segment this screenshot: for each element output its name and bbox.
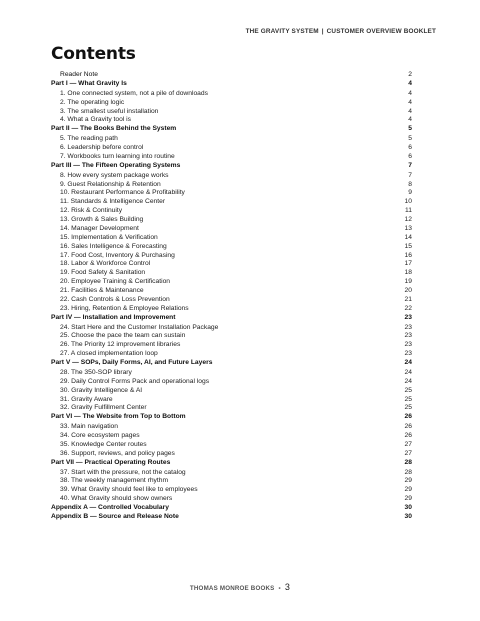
toc-entry-label: 30. Gravity Intelligence & AI [60,386,143,394]
toc-entry[interactable] [51,135,412,144]
toc-entry-label: 34. Core ecosystem pages [60,432,140,439]
toc-entry-page: 26 [404,413,412,421]
toc-entry-page: 23 [404,341,412,349]
toc-part-entry[interactable] [51,459,412,468]
toc-entry[interactable] [51,441,412,450]
toc-entry-label: 12. Risk & Continuity [60,207,123,215]
toc-entry[interactable] [51,116,412,125]
toc-entry[interactable] [51,486,412,495]
toc-entry[interactable] [51,216,412,225]
toc-entry[interactable] [51,234,412,243]
toc-entry-page: 5 [408,125,412,133]
page-title: Contents [51,44,136,64]
toc-entry-page: 21 [404,295,412,303]
toc-part-entry[interactable] [51,413,412,422]
toc-entry[interactable] [51,450,412,459]
toc-entry[interactable] [51,350,412,359]
toc-entry[interactable] [51,324,412,333]
toc-entry-page: 20 [404,287,412,294]
toc-entry[interactable] [51,269,412,278]
toc-entry-page: 6 [408,152,412,160]
toc-entry-label: 31. Gravity Aware [60,395,113,403]
toc-part-entry[interactable] [51,314,412,323]
toc-entry-page: 4 [408,107,412,115]
toc-entry[interactable] [51,189,412,198]
header-booklet-name: CUSTOMER OVERVIEW BOOKLET [326,28,436,35]
running-header [246,28,436,35]
toc-entry-page: 23 [404,350,412,358]
toc-entry-label: 20. Employee Training & Certification [60,278,171,286]
toc-entry-page: 4 [408,98,412,106]
toc-entry-page: 30 [404,504,412,511]
toc-entry-label: 17. Food Cost, Inventory & Purchasing [60,251,175,259]
toc-entry-page: 15 [404,242,412,250]
toc-entry-page: 23 [404,313,412,321]
toc-entry[interactable] [51,108,412,117]
toc-part-entry[interactable] [51,125,412,134]
toc-entry-page: 13 [404,224,412,232]
toc-entry-page: 23 [404,332,412,340]
toc-entry-label: 26. The Priority 12 improvement libraries [60,341,181,349]
header-separator: | [321,28,324,35]
toc-entry[interactable] [51,198,412,207]
toc-entry-page: 10 [404,198,412,206]
toc-entry[interactable] [51,432,412,441]
toc-entry-page: 28 [404,468,412,476]
toc-part-entry[interactable] [51,513,412,522]
toc-entry-label: 36. Support, reviews, and policy pages [60,449,175,457]
toc-entry[interactable] [51,341,412,350]
toc-entry[interactable] [51,90,412,99]
toc-entry[interactable] [51,387,412,396]
toc-entry-label: 29. Daily Control Forms Pack and operational logs [60,377,210,385]
toc-entry-page: 12 [404,216,412,223]
toc-entry-page: 23 [404,323,412,331]
toc-entry-label: 4. What a Gravity tool is [60,116,131,124]
toc-entry-page: 7 [408,161,412,169]
toc-entry[interactable] [51,260,412,269]
toc-entry[interactable] [51,423,412,432]
toc-entry-label: 33. Main navigation [60,423,118,431]
toc-entry-page: 14 [404,233,412,241]
toc-entry[interactable] [51,181,412,190]
page-footer [0,582,480,592]
toc-entry-label: 1. One connected system, not a pile of downloads [60,89,208,97]
toc-entry-label: 14. Manager Development [60,224,139,232]
toc-entry-page: 24 [404,368,412,376]
toc-entry-page: 25 [404,386,412,394]
toc-entry[interactable] [51,396,412,405]
toc-entry-label: 37. Start with the pressure, not the catalog [60,468,186,476]
toc-entry-page: 19 [404,278,412,286]
toc-entry-label: 9. Guest Relationship & Retention [60,180,161,188]
toc-entry[interactable] [51,252,412,261]
toc-entry-label: Part II — The Books Behind the System [51,125,177,133]
toc-entry-label: 2. The operating logic [60,98,125,106]
toc-entry-label: Part VII — Practical Operating Routes [51,458,171,466]
toc-entry-page: 9 [408,189,412,197]
toc-entry-label: 27. A closed implementation loop [60,350,158,358]
toc-entry-label: 11. Standards & Intelligence Center [60,198,166,206]
toc-entry-label: 25. Choose the pace the team can sustain [60,332,186,340]
toc-entry-page: 27 [404,440,412,448]
toc-entry-page: 17 [404,260,412,268]
toc-entry-label: 13. Growth & Sales Building [60,216,144,223]
toc-entry-page: 24 [404,377,412,385]
toc-entry[interactable] [51,332,412,341]
toc-entry-page: 4 [408,116,412,124]
toc-entry-label: Part IV — Installation and Improvement [51,313,176,321]
toc-entry-label: 21. Facilities & Maintenance [60,287,144,294]
toc-entry[interactable] [51,477,412,486]
toc-entry-page: 8 [408,180,412,188]
toc-entry-label: 40. What Gravity should show owners [60,495,173,503]
toc-entry-label: 39. What Gravity should feel like to employees [60,486,198,494]
toc-entry[interactable] [51,144,412,153]
toc-entry[interactable] [51,225,412,234]
toc-entry[interactable] [51,296,412,305]
toc-entry[interactable] [51,278,412,287]
toc-entry-page: 29 [404,477,412,485]
toc-entry-label: 24. Start Here and the Customer Installation Package [60,323,219,331]
toc-entry-label: 3. The smallest useful installation [60,107,159,115]
toc-entry-page: 29 [404,495,412,503]
toc-entry-label: 15. Implementation & Verification [60,233,158,241]
footer-publisher: THOMAS MONROE BOOKS [189,585,275,592]
toc-entry[interactable] [51,99,412,108]
toc-part-entry[interactable] [51,359,412,368]
toc-entry[interactable] [51,207,412,216]
toc-entry-label: 28. The 350-SOP library [60,368,132,376]
toc-entry-label: Appendix B — Source and Release Note [51,512,179,520]
toc-entry-label: Part V — SOPs, Daily Forms, AI, and Future Layers [51,359,213,366]
toc-entry[interactable] [51,378,412,387]
toc-entry-label: Part VI — The Website from Top to Bottom [51,413,186,421]
table-of-contents [51,71,412,522]
toc-entry-label: 18. Labor & Workforce Control [60,260,151,268]
toc-entry-label: Part I — What Gravity Is [51,79,127,87]
toc-entry-label: Part III — The Fifteen Operating Systems [51,161,181,169]
toc-entry-page: 22 [404,304,412,312]
toc-entry-page: 24 [404,359,412,366]
toc-entry-page: 26 [404,423,412,431]
toc-entry[interactable] [51,287,412,296]
toc-note-entry[interactable] [51,71,412,80]
footer-bullet: • [278,585,281,592]
toc-part-entry[interactable] [51,162,412,171]
toc-entry-label: 32. Gravity Fulfillment Center [60,404,147,412]
toc-entry-label: 22. Cash Controls & Loss Prevention [60,295,170,303]
toc-entry-label: 10. Restaurant Performance & Profitability [60,189,185,197]
toc-entry-page: 2 [408,71,412,78]
toc-entry-label: 8. How every system package works [60,171,169,179]
toc-entry-page: 4 [408,89,412,97]
toc-entry-page: 28 [404,458,412,466]
toc-entry-page: 16 [404,251,412,259]
toc-entry-page: 26 [404,432,412,439]
toc-entry-page: 6 [408,144,412,151]
toc-entry-page: 11 [405,207,412,215]
toc-entry-page: 25 [404,404,412,412]
toc-entry-label: 6. Leadership before control [60,144,144,151]
toc-entry-label: Reader Note [60,71,98,78]
page-number: 3 [284,582,291,592]
header-system-name: THE GRAVITY SYSTEM [245,28,319,35]
toc-entry-page: 4 [408,79,412,87]
toc-entry-page: 29 [404,486,412,494]
toc-entry-label: 38. The weekly management rhythm [60,477,169,485]
toc-entry-page: 30 [404,512,412,520]
toc-entry-page: 18 [404,269,412,277]
toc-entry-page: 5 [408,135,412,143]
toc-entry-page: 25 [404,395,412,403]
toc-entry-label: 23. Hiring, Retention & Employee Relations [60,304,189,312]
toc-part-entry[interactable] [51,80,412,89]
toc-entry-page: 27 [404,449,412,457]
toc-entry[interactable] [51,305,412,314]
toc-entry-label: 5. The reading path [60,135,118,143]
toc-entry-label: Appendix A — Controlled Vocabulary [51,504,169,511]
toc-entry[interactable] [51,172,412,181]
toc-entry-label: 16. Sales Intelligence & Forecasting [60,242,167,250]
toc-entry[interactable] [51,243,412,252]
toc-entry-label: 19. Food Safety & Sanitation [60,269,146,277]
toc-part-entry[interactable] [51,504,412,513]
toc-entry-label: 35. Knowledge Center routes [60,440,147,448]
toc-entry[interactable] [51,369,412,378]
toc-entry[interactable] [51,495,412,504]
toc-entry[interactable] [51,469,412,478]
toc-entry[interactable] [51,153,412,162]
toc-entry[interactable] [51,404,412,413]
toc-entry-page: 7 [408,171,412,179]
toc-entry-label: 7. Workbooks turn learning into routine [60,152,175,160]
